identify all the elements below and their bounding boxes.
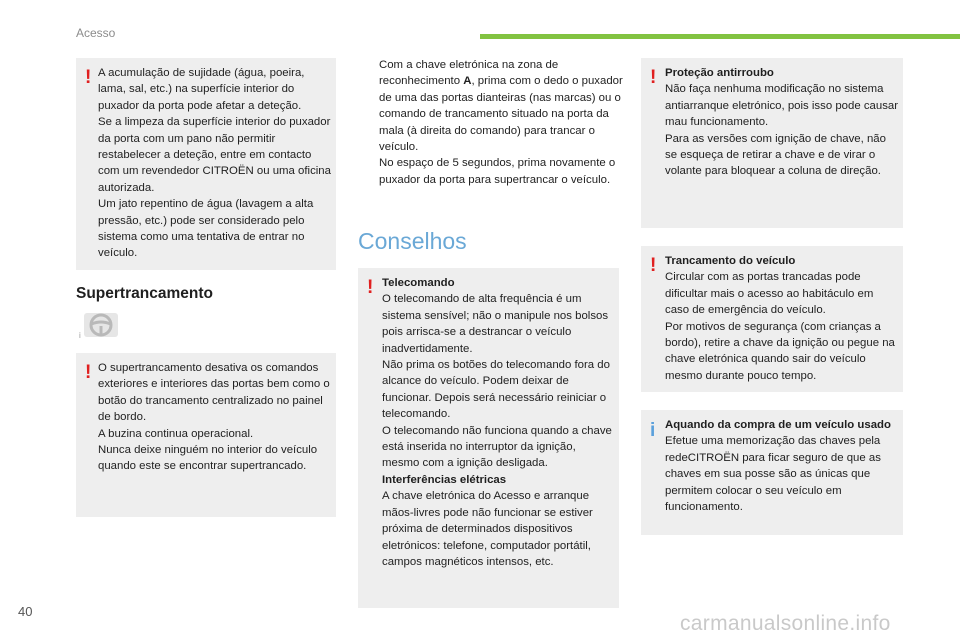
paragraph: A buzina continua operacional.	[98, 427, 254, 440]
info-box-compra	[641, 410, 903, 535]
info-box-text	[665, 417, 899, 515]
paragraph: Não prima os botões do telecomando fora do alcance do veículo. Podem deixar de funcionar. Depois será necessário reiniciar o telecomando.	[382, 359, 610, 421]
paragraph: O supertrancamento desativa os comandos exteriores e interiores das portas bem como o botão do trancamento centralizado no painel de bordo.	[98, 362, 330, 424]
header-accent-bar	[480, 34, 960, 39]
paragraph: Para as versões com ignição de chave, não se esqueça de retirar a chave e de virar o volante para bloquear a coluna de direção.	[665, 132, 886, 178]
paragraph: Por motivos de segurança (com crianças a bordo), retire a chave da ignição ou pegue na chave eletrónica quando sair do veículo mesmo durante pouco tempo.	[665, 320, 895, 382]
box-title: Proteção antirroubo	[665, 67, 774, 79]
warning-box-trancamento	[641, 246, 903, 392]
step-text-bold: A	[463, 75, 472, 88]
warning-box-supertrancamento	[76, 353, 336, 517]
warning-box-antirroubo	[641, 58, 903, 228]
instruction-step	[362, 155, 624, 188]
step-text: Com a chave eletrónica na zona de reconhecimento	[379, 59, 559, 88]
warning-icon: !	[85, 362, 92, 383]
paragraph: Nunca deixe ninguém no interior do veículo quando este se encontrar supertrancado.	[98, 444, 318, 473]
info-marker: i	[79, 331, 81, 340]
warning-icon: !	[650, 255, 657, 276]
warning-icon: !	[85, 67, 92, 88]
box-title: Aquando da compra de um veículo usado	[665, 419, 891, 431]
paragraph: A acumulação de sujidade (água, poeira, lama, sal, etc.) na superfície interior do puxador da porta pode afetar a deteção.	[98, 67, 305, 112]
watermark: carmanualsonline.info	[680, 612, 891, 635]
warning-box-text	[665, 253, 899, 384]
warning-box-dirt	[76, 58, 336, 270]
section-title: Acesso	[76, 26, 116, 40]
box-title: Trancamento do veículo	[665, 255, 796, 267]
paragraph: Se a limpeza da superfície interior do puxador da porta com um pano não permitir restabelecer a deteção, entre em contacto com um revendedor CITROËN ou uma oficina autorizada.	[98, 116, 331, 194]
heading-supertrancamento: Supertrancamento	[76, 285, 213, 302]
step-text: No espaço de 5 segundos, prima novamente o puxador da porta para supertrancar o veículo.	[379, 157, 616, 186]
box-title: Telecomando	[382, 277, 455, 289]
paragraph: Não faça nenhuma modificação no sistema antiarranque eletrónico, pois isso pode causar mau funcionamento.	[665, 83, 899, 129]
warning-box-text	[382, 275, 616, 570]
paragraph: Um jato repentino de água (lavagem a alta pressão, etc.) pode ser considerado pelo sistema como uma tentativa de entrar no veículo.	[98, 198, 314, 260]
paragraph: Circular com as portas trancadas pode dificultar mais o acesso ao habitáculo em caso de emergência do veículo.	[665, 271, 874, 317]
paragraph: O telecomando de alta frequência é um sistema sensível; não o manipule nos bolsos pois arrisca-se a destrancar o veículo inadvertidamente.	[382, 293, 609, 355]
instruction-list	[362, 57, 624, 188]
warning-box-text	[98, 65, 334, 262]
warning-box-telecomando	[358, 268, 619, 608]
warning-icon: !	[650, 67, 657, 88]
paragraph: Efetue uma memorização das chaves pela redeCITROËN para ficar seguro de que as chaves em sua posse são as únicas que permitem colocar o seu veículo em funcionamento.	[665, 435, 881, 514]
warning-box-text	[98, 360, 334, 475]
page-number: 40	[18, 604, 33, 619]
warning-icon: !	[367, 277, 374, 298]
steering-wheel-icon	[82, 311, 120, 341]
paragraph: O telecomando não funciona quando a chave está inserida no interruptor da ignição, mesmo com a ignição desligada.	[382, 424, 612, 470]
paragraph: A chave eletrónica do Acesso e arranque mãos-livres pode não funcionar se estiver próxima de determinados dispositivos eletrónicos: telefone, computador portátil, campos magnéticos intensos, etc.	[382, 490, 593, 568]
info-icon: i	[650, 420, 656, 441]
warning-box-text	[665, 65, 899, 180]
step-text: , prima com o dedo o puxador de uma das portas dianteiras (nas marcas) ou o comando de trancamento situado na porta da mala (à direita do comando) para trancar o veículo.	[379, 75, 623, 154]
box-title: Interferências elétricas	[382, 473, 507, 486]
instruction-step	[362, 57, 624, 155]
heading-conselhos: Conselhos	[358, 228, 467, 254]
